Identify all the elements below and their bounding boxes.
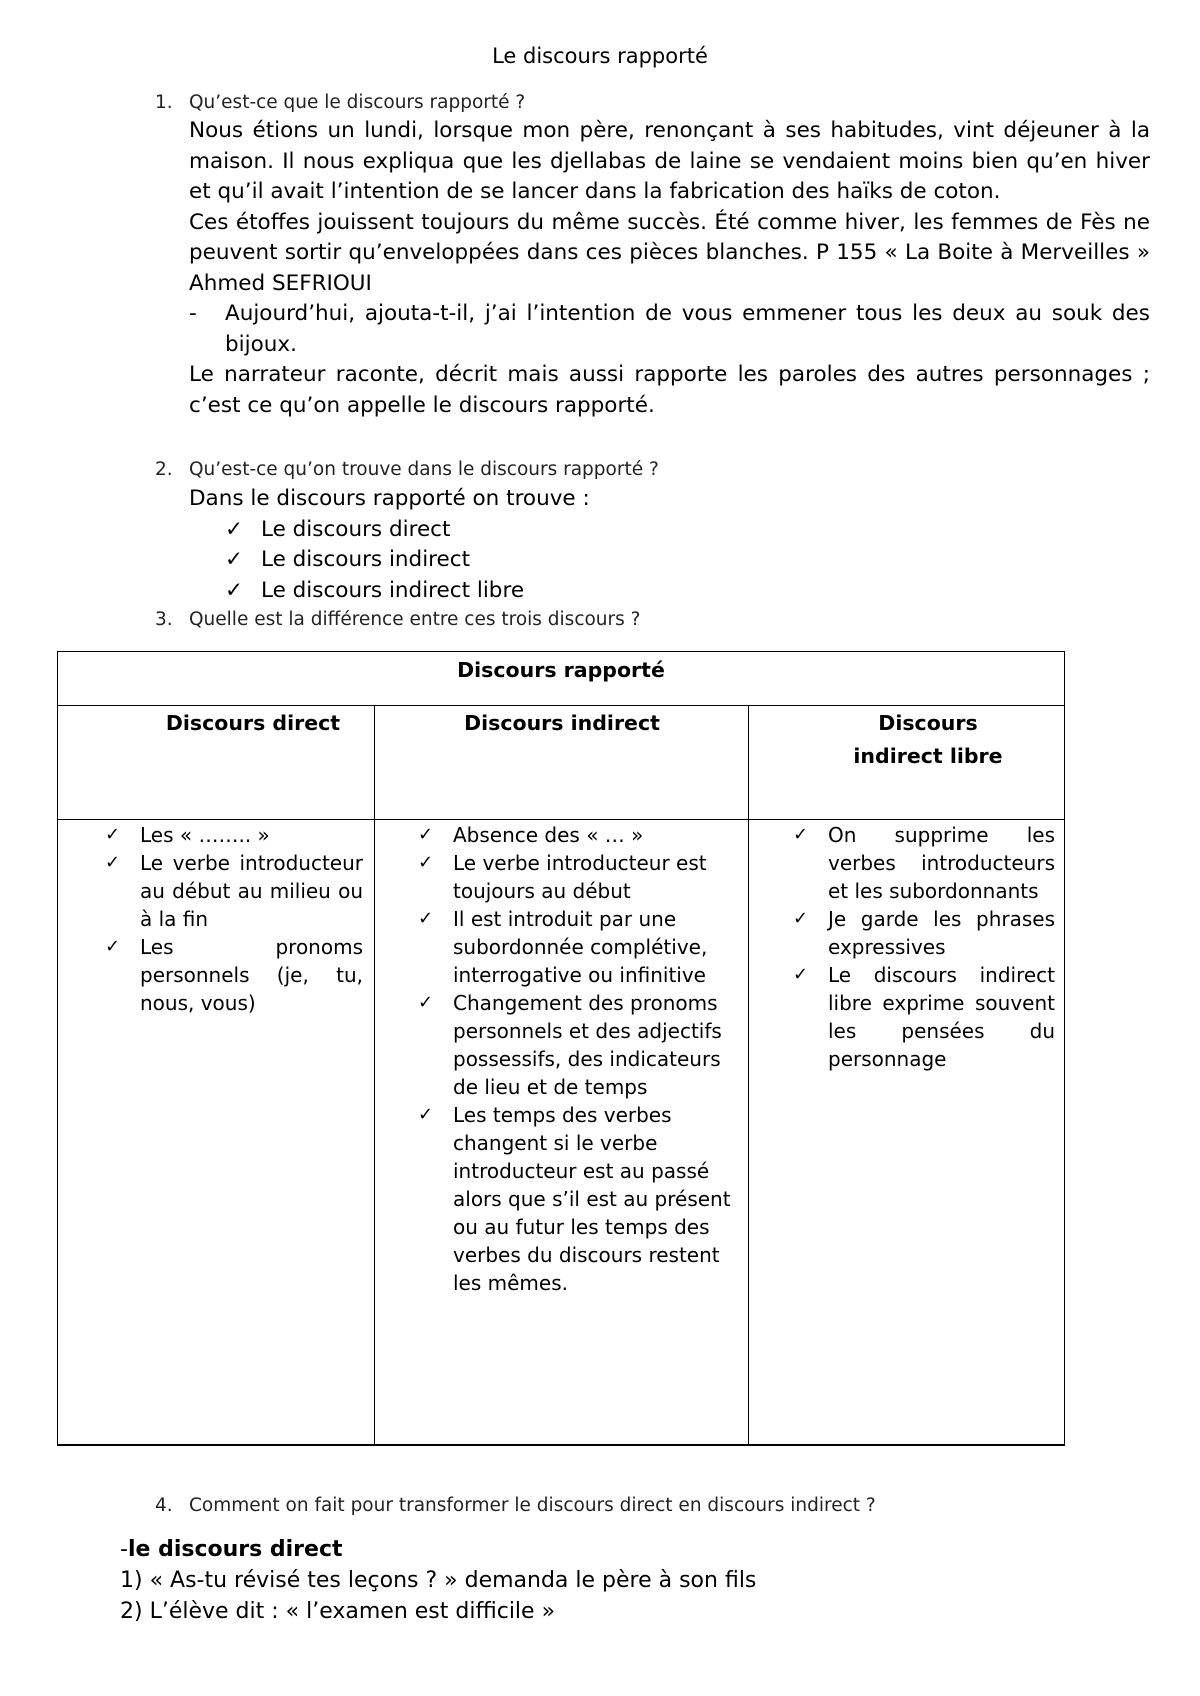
checkmark-icon: ✓ xyxy=(793,908,809,929)
column-header-indirect: Discours indirect xyxy=(464,711,660,735)
question-text: Qu’est-ce que le discours rapporté ? xyxy=(189,92,526,113)
checkmark-icon: ✓ xyxy=(418,1104,434,1125)
document-title: Le discours rapporté xyxy=(492,44,708,68)
list-item xyxy=(418,1101,738,1297)
divider xyxy=(374,705,375,1444)
example-line-2: 2) L’élève dit : « l’examen est difficile » xyxy=(120,1599,556,1624)
column-header-direct: Discours direct xyxy=(165,711,341,735)
section-2-body xyxy=(189,484,1150,606)
dash-bullet: - xyxy=(120,1537,128,1562)
list-item-text: Le discours indirect libre xyxy=(261,577,525,603)
cell-indirect-libre xyxy=(793,821,1055,1073)
question-2 xyxy=(155,459,659,480)
list-item xyxy=(418,905,738,989)
list-item xyxy=(793,821,1055,905)
list-item xyxy=(418,989,738,1101)
example-line-1: 1) « As-tu révisé tes leçons ? » demanda le père à son fils xyxy=(120,1568,757,1593)
question-number: 4. xyxy=(155,1495,173,1516)
checkmark-icon: ✓ xyxy=(105,852,121,873)
list-item xyxy=(105,933,363,1017)
paragraph-explanation: Le narrateur raconte, décrit mais aussi rapporte les paroles des autres personnages ; c’est ce qu’on appelle le discours rapporté. xyxy=(189,362,1150,418)
item-text: Absence des « … » xyxy=(453,823,644,847)
checkmark-icon: ✓ xyxy=(418,852,434,873)
list-item-text: Le discours indirect xyxy=(261,547,471,572)
list-item xyxy=(418,821,738,849)
comparison-table xyxy=(57,651,1065,1446)
checkmark-icon: ✓ xyxy=(225,547,244,572)
divider xyxy=(58,819,1064,820)
paragraph-excerpt-2: Ces étoffes jouissent toujours du même succès. Été comme hiver, les femmes de Fès ne peuvent sortir qu’enveloppées dans ces pièces blanches. P 155 « La Boite à Merveilles » Ahmed SEFRIOUI xyxy=(189,209,1150,296)
item-text: On supprime les verbes introducteurs et les subordonnants xyxy=(828,823,1055,903)
checkmark-icon: ✓ xyxy=(225,577,244,603)
checkmark-icon: ✓ xyxy=(105,824,121,845)
list-item xyxy=(105,849,363,933)
question-3 xyxy=(155,609,640,630)
divider xyxy=(58,705,1064,706)
question-number: 2. xyxy=(155,459,173,480)
checkmark-icon: ✓ xyxy=(418,908,434,929)
list-item xyxy=(225,545,1150,576)
list-item xyxy=(225,576,1150,607)
item-text: Le discours indirect libre exprime souvent les pensées du personnage xyxy=(828,963,1055,1071)
section-2-intro: Dans le discours rapporté on trouve : xyxy=(189,486,590,511)
examples-heading xyxy=(120,1534,756,1565)
cell-indirect xyxy=(418,821,738,1297)
dialogue-text: Aujourd’hui, ajouta-t-il, j’ai l’intention de vous emmener tous les deux au souk des bijoux. xyxy=(225,301,1150,357)
checkmark-icon: ✓ xyxy=(418,824,434,845)
examples-heading-text: le discours direct xyxy=(127,1537,343,1562)
checkmark-icon: ✓ xyxy=(793,964,809,985)
item-text: Je garde les phrases expressives xyxy=(828,907,1055,959)
section-1-body xyxy=(189,116,1150,421)
cell-direct xyxy=(105,821,363,1017)
checkmark-icon: ✓ xyxy=(105,936,121,957)
table-title: Discours rapporté xyxy=(457,658,665,682)
question-text: Quelle est la différence entre ces trois discours ? xyxy=(189,609,641,630)
item-text: Il est introduit par une subordonnée complétive, interrogative ou infinitive xyxy=(453,907,708,987)
item-text: Le verbe introducteur au début au milieu ou à la fin xyxy=(140,851,363,931)
question-number: 3. xyxy=(155,609,173,630)
list-item-text: Le discours direct xyxy=(261,516,451,542)
checkmark-icon: ✓ xyxy=(225,516,244,542)
item-text: Le verbe introducteur est toujours au début xyxy=(453,851,707,903)
checkmark-icon: ✓ xyxy=(793,824,809,845)
item-text: Les pronoms personnels (je, tu, nous, vous) xyxy=(140,935,363,1015)
question-number: 1. xyxy=(155,92,173,113)
question-text: Qu’est-ce qu’on trouve dans le discours rapporté ? xyxy=(189,459,659,480)
list-item xyxy=(793,905,1055,961)
examples-section xyxy=(120,1534,756,1627)
list-item xyxy=(225,515,1150,546)
discourse-types-list xyxy=(225,515,1150,607)
item-text: Les temps des verbes changent si le verbe introducteur est au passé alors que s’il est au présent ou au futur les temps des verbes du discours restent les mêmes. xyxy=(453,1103,731,1295)
list-item xyxy=(418,849,738,905)
checkmark-icon: ✓ xyxy=(418,992,434,1013)
dash-bullet: - xyxy=(189,301,197,326)
paragraph-excerpt-1: Nous étions un lundi, lorsque mon père, renonçant à ses habitudes, vint déjeuner à la maison. Il nous expliqua que les djellabas de laine se vendaient moins bien qu’en hiver et qu’il avait l’intention de se lancer dans la fabrication des haïks de coton. xyxy=(189,118,1150,204)
divider xyxy=(748,705,749,1444)
question-4 xyxy=(155,1495,876,1516)
item-text: Changement des pronoms personnels et des adjectifs possessifs, des indicateurs de lieu et de temps xyxy=(453,991,722,1099)
list-item xyxy=(793,961,1055,1073)
question-text: Comment on fait pour transformer le discours direct en discours indirect ? xyxy=(189,1495,876,1516)
item-text: Les « …….. » xyxy=(140,823,270,847)
column-header-indirect-libre: Discours indirect libre xyxy=(853,711,1003,768)
question-1 xyxy=(155,92,525,113)
dialogue-line xyxy=(189,299,1150,360)
list-item xyxy=(105,821,363,849)
